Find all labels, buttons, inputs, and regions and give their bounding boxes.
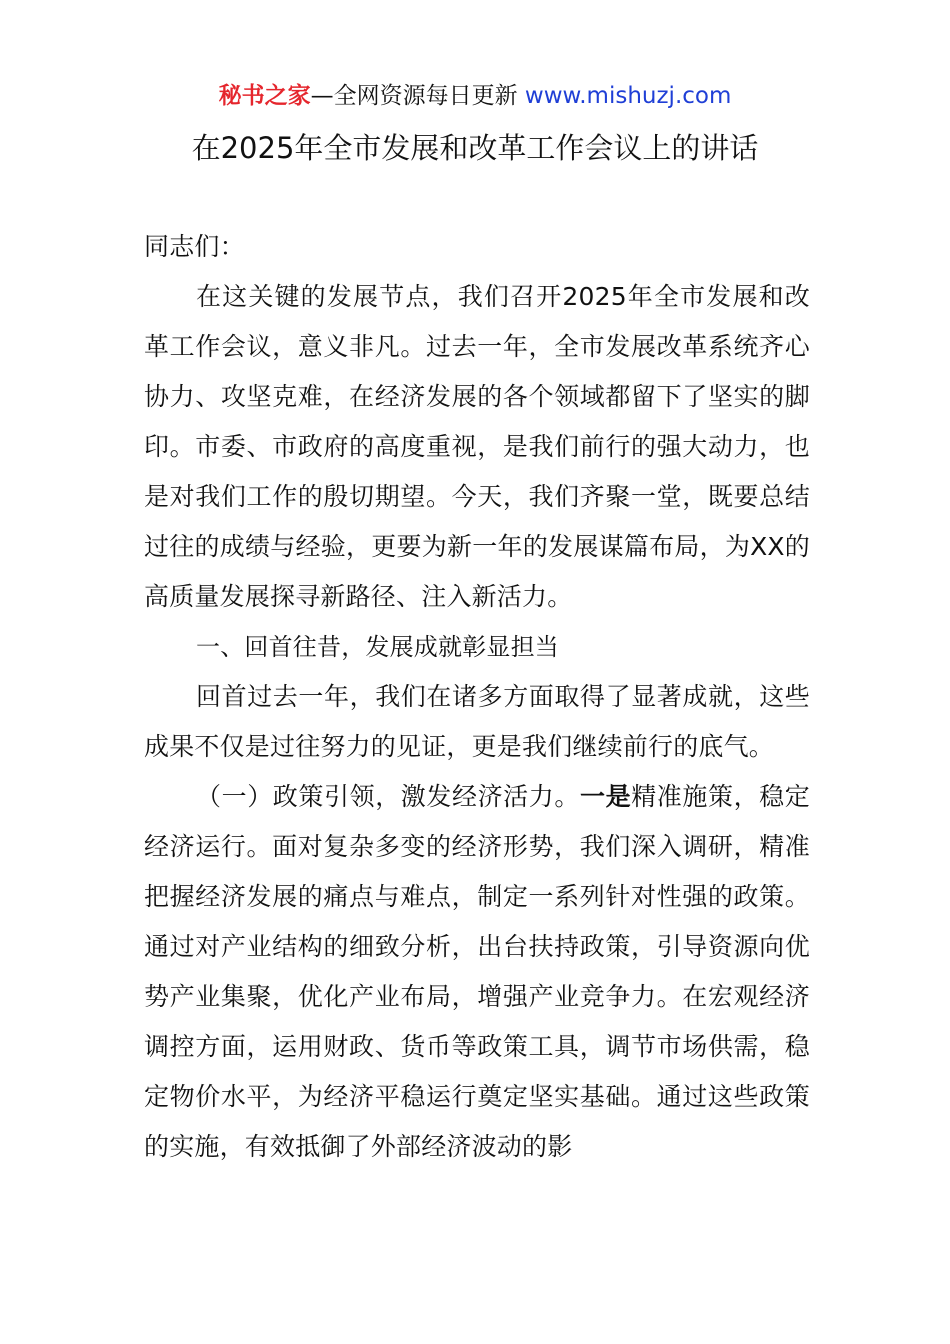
- paragraph-review: 回首过去一年，我们在诸多方面取得了显著成就，这些成果不仅是过往努力的见证，更是我们继续前行的底气。: [144, 682, 810, 761]
- paragraph-policy: [144, 772, 810, 1172]
- document-body: [144, 222, 810, 1172]
- paragraph-intro: 在这关键的发展节点，我们召开2025年全市发展和改革工作会议，意义非凡。过去一年，全市发展改革系统齐心协力、攻坚克难，在经济发展的各个领域都留下了坚实的脚印。市委、市政府的高度重视，是我们前行的强大动力，也是对我们工作的殷切期望。今天，我们齐聚一堂，既要总结过往的成绩与经验，更要为新一年的发展谋篇布局，为XX的高质量发展探寻新路径、注入新活力。: [144, 282, 810, 611]
- paragraph-policy-text: 精准施策，稳定经济运行。面对复杂多变的经济形势，我们深入调研，精准把握经济发展的痛点与难点，制定一系列针对性强的政策。通过对产业结构的细致分析，出台扶持政策，引导资源向优势产业集聚，优化产业布局，增强产业竞争力。在宏观经济调控方面，运用财政、货币等政策工具，调节市场供需，稳定物价水平，为经济平稳运行奠定坚实基础。通过这些政策的实施，有效抵御了外部经济波动的影: [144, 782, 810, 1161]
- site-tagline: —全网资源每日更新: [310, 83, 518, 109]
- site-name: 秘书之家: [218, 83, 311, 109]
- bold-marker: 一是: [579, 782, 632, 811]
- site-banner: [0, 80, 950, 112]
- salutation: 同志们：: [144, 232, 245, 261]
- site-url-link[interactable]: www.mishuzj.com: [524, 83, 732, 109]
- subsection-heading: （一）政策引领，激发经济活力。: [196, 782, 580, 811]
- document-title: 在2025年全市发展和改革工作会议上的讲话: [191, 131, 759, 165]
- section-heading-1: 一、回首往昔，发展成就彰显担当: [196, 633, 559, 661]
